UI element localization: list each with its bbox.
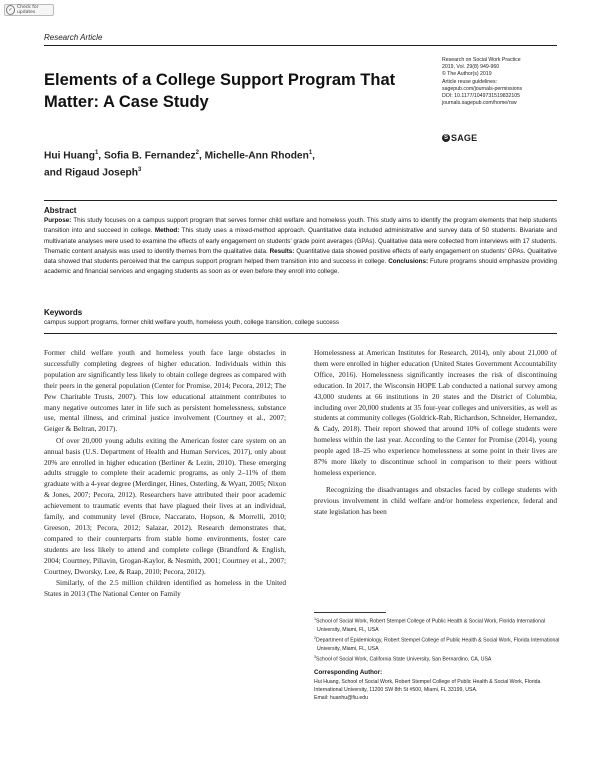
reuse-guidelines-label: Article reuse guidelines: <box>442 78 498 85</box>
keywords-heading: Keywords <box>44 308 83 317</box>
conclusions-text: Future programs should emphasize providing academic and financial services and engaging students as soon as or even before they enroll into college. <box>44 258 557 276</box>
publisher-name: SAGE <box>451 133 478 143</box>
abstract-heading: Abstract <box>44 206 77 215</box>
affiliation-item <box>314 634 560 653</box>
author-affiliation-mark: 3 <box>137 167 142 174</box>
keywords-divider <box>44 333 557 334</box>
purpose-label: Purpose: <box>44 217 72 224</box>
journal-volume: 2019, Vol. 29(8) 949-960 <box>442 64 500 71</box>
author-affiliation-mark: 1 <box>308 150 313 156</box>
footnote-divider <box>314 612 386 613</box>
affiliation-mark: 3 <box>314 655 316 660</box>
author-separator: , <box>98 150 104 162</box>
journal-home-link[interactable]: journals.sagepub.com/home/rsw <box>442 100 517 107</box>
sage-logo-icon: S <box>443 135 448 141</box>
body-paragraph: Former child welfare youth and homeless youth face large obstacles in successfully completing degrees of higher education. Individuals within this population are significantly less likely to obtain college degrees as compared with their peers in the general population (Center for Promise, 2014; Pecora, 2012; The Pew Charitable Trusts, 2007). This low educational attainment contributes to many negative outcomes later in life such as persistent homelessness, substance use, mental illness, and criminal justice involvement (Courtney et al., 2007; Geiger & Beltran, 2017). <box>44 348 286 434</box>
corresponding-author-email[interactable]: Email: huanhu@fiu.edu <box>314 695 369 702</box>
keywords-list: campus support programs, former child welfare youth, homeless youth, college transition, college success <box>44 319 340 326</box>
abstract-text <box>44 216 557 278</box>
affiliation-text: School of Social Work, California State University, San Bernardino, CA, USA <box>316 657 492 664</box>
body-column-right <box>314 348 557 518</box>
author-name: Sofia B. Fernandez <box>103 150 196 162</box>
affiliation-item <box>314 653 560 664</box>
author-affiliation-mark: 2 <box>195 150 199 156</box>
check-for-updates-label: Check for updates <box>17 5 39 15</box>
journal-info <box>442 57 567 107</box>
affiliation-item <box>314 615 560 634</box>
check-circle-icon: ✓ <box>6 5 15 15</box>
author-name: and Rigaud Joseph <box>44 167 138 179</box>
corresponding-author-address: Hui Huang, School of Social Work, Robert Stempel College of Public Health & Social Work, Florida International University, 11200 SW 8th St #500, Miami, FL 33199, USA. <box>314 679 541 694</box>
method-label: Method: <box>154 227 180 235</box>
check-for-updates-badge[interactable] <box>4 4 54 16</box>
author-list <box>44 146 404 181</box>
author-separator: , <box>312 150 315 162</box>
body-paragraph: Recognizing the disadvantages and obstacles faced by college students with previous involvement in child welfare and/or homeless experience, federal and state legislation has been <box>314 484 557 516</box>
permissions-link[interactable]: sagepub.com/journals-permissions <box>442 85 523 92</box>
corresponding-author <box>314 678 560 703</box>
affiliation-text: School of Social Work, Robert Stempel College of Public Health & Social Work, Florida International University, Miami, FL, USA <box>316 618 546 633</box>
author-separator: , <box>199 150 205 162</box>
results-label: Results: <box>269 247 295 255</box>
conclusions-label: Conclusions: <box>388 258 429 266</box>
author-affiliation-mark: 1 <box>94 150 99 156</box>
article-title: Elements of a College Support Program That Matter: A Case Study <box>44 71 396 111</box>
journal-name: Research on Social Work Practice <box>442 57 521 63</box>
author-name: Michelle-Ann Rhoden <box>204 150 309 162</box>
affiliation-mark: 2 <box>314 636 316 641</box>
doi[interactable]: DOI: 10.1177/1049731519832105 <box>442 93 521 100</box>
top-divider <box>44 45 557 46</box>
author-name: Hui Huang <box>44 150 95 162</box>
copyright: © The Author(s) 2019 <box>442 71 492 78</box>
purpose-text: This study focuses on a campus support program that serves former child welfare and homeless youth. This study aims to identify the program elements that help students transition into and succeed in college. <box>44 217 557 235</box>
sage-logo <box>442 133 477 143</box>
header-divider <box>44 200 557 201</box>
body-column-left <box>44 348 286 600</box>
article-type: Research Article <box>44 33 103 42</box>
affiliation-text: Department of Epidemiology, Robert Stempel College of Public Health & Social Work, Florida International University, Miami, FL, USA <box>316 637 560 653</box>
corresponding-author-heading: Corresponding Author: <box>314 669 383 676</box>
method-text: This study uses a mixed-method approach. Quantitative data included administrative and survey data of 50 students. Bivariate and multivariate analyses were used to examine the effects of early engagement on students' grade point averages (GPAs). Qualitative data were collected from interviews with 17 students. Thematic content analysis was used to identify themes from the qualitative data. <box>44 227 557 255</box>
results-text: Quantitative data showed positive effects of early engagement on students' GPAs. Qualitative data showed that students perceived that the campus support program helped them transition into and success in college. <box>44 247 557 266</box>
affiliations <box>314 615 560 664</box>
body-paragraph: Of over 20,000 young adults exiting the American foster care system on an annual basis (U.S. Department of Health and Human Services, 2017), only about 20% are enrolled in higher education (Berliner & Lezin, 2010). These emerging adults struggle to complete their academic programs, as only 2–11% of them graduate with a 4-year degree (Merdinger, Hines, Osterling, & Wyatt, 2005; Nixon & Jones, 2007; Pecora, 2012). Researchers have attributed their poor academic achievement to traumatic events that have plagued their lives at an individual, family, and community level (Bruce, Naccarato, Hopson, & Morrelli, 2010; Greeson, 2013; Pecora, 2012; Salazar, 2012). Research demonstrates that, compared to their counterparts from stable home environments, foster care students are less likely to attend and complete college (Brandford & English, 2004; Courtney, Piliavin, Grogan-Kaylor, & Nesmith, 2001; Courtney et al., 2007; Courtney, Dworsky, Lee, & Raap, 2010; Pecora, 2012). <box>44 435 286 576</box>
affiliation-mark: 1 <box>314 617 316 621</box>
body-paragraph: Similarly, of the 2.5 million children identified as homeless in the United States in 2013 (The National Center on Family <box>44 578 286 598</box>
body-paragraph: Homelessness at American Institutes for Research, 2014), only about 21,000 of them were enrolled in higher education (United States Government Accountability Office, 2016). Homelessness significantly increases the risk of discontinuing education. In 2017, the Wisconsin HOPE Lab conducted a national survey among 43,000 students at 66 institutions in 20 states and the District of Columbia, including over 20,000 students at 35 four-year colleges and universities, as well as students at community colleges (Goldrick-Rab, Richardson, Schneider, Hernandez, & Cady, 2018). Their report showed that around 10% of college students were homeless within the last year. According to the Center for Promise (2014), young people aged 18–25 who experience homelessness at some point in their lives are 87% more likely to discontinue school in comparison to their peers without homeless experience. <box>314 348 557 477</box>
